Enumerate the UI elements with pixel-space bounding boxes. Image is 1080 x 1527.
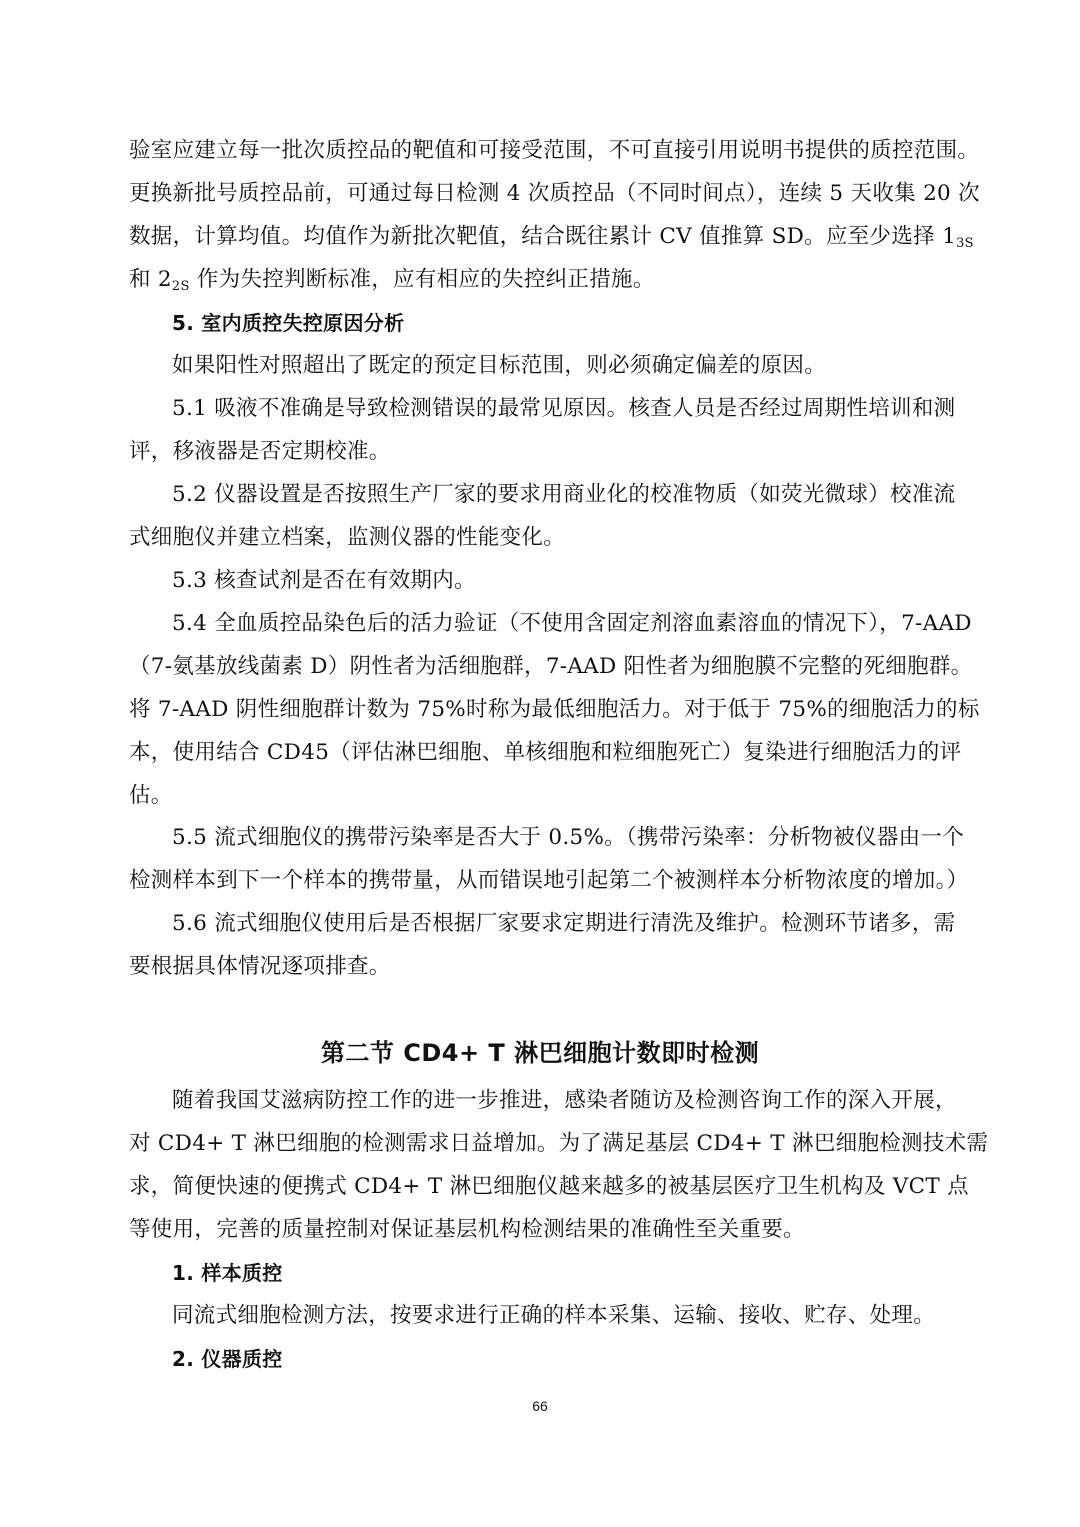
paragraph-line: 5.1 吸液不准确是导致检测错误的最常见原因。核查人员是否经过周期性培训和测 xyxy=(172,396,956,421)
subscript: 3S xyxy=(956,236,974,251)
paragraph-line: 5.2 仪器设置是否按照生产厂家的要求用商业化的校准物质（如荧光微球）校准流 xyxy=(172,482,956,507)
paragraph-line: 估。 xyxy=(129,783,173,808)
paragraph-line: 将 7-AAD 阴性细胞群计数为 75%时称为最低细胞活力。对于低于 75%的细胞活力的标 xyxy=(129,697,980,722)
paragraph-line: 5.6 流式细胞仪使用后是否根据厂家要求定期进行清洗及维护。检测环节诸多，需 xyxy=(172,911,956,936)
paragraph-line: 等使用，完善的质量控制对保证基层机构检测结果的准确性至关重要。 xyxy=(129,1217,805,1242)
section-title: 第二节 CD4+ T 淋巴细胞计数即时检测 xyxy=(320,1039,760,1067)
paragraph-line: 5.5 流式细胞仪的携带污染率是否大于 0.5%。（携带污染率：分析物被仪器由一个 xyxy=(172,825,965,850)
paragraph-line: 同流式细胞检测方法，按要求进行正确的样本采集、运输、接收、贮存、处理。 xyxy=(172,1303,936,1328)
text-span: 作为失控判断标准，应有相应的失控纠正措施。 xyxy=(189,267,655,292)
paragraph-line: 如果阳性对照超出了既定的预定目标范围，则必须确定偏差的原因。 xyxy=(172,353,827,378)
subscript: 2S xyxy=(171,279,190,294)
text-span: 和 2 xyxy=(129,267,172,292)
paragraph-line: 更换新批号质控品前，可通过每日检测 4 次质控品（不同时间点），连续 5 天收集 20 次 xyxy=(129,181,980,206)
paragraph-line: 本，使用结合 CD45（评估淋巴细胞、单核细胞和粒细胞死亡）复染进行细胞活力的评 xyxy=(129,740,962,765)
subsection-heading: 1. 样本质控 xyxy=(172,1261,283,1285)
paragraph-line: 检测样本到下一个样本的携带量，从而错误地引起第二个被测样本分析物浓度的增加。） xyxy=(129,868,969,893)
paragraph-line: 5.3 核查试剂是否在有效期内。 xyxy=(172,568,476,593)
section-heading: 5. 室内质控失控原因分析 xyxy=(172,311,405,335)
paragraph-line: 评，移液器是否定期校准。 xyxy=(129,439,391,464)
text-span: 数据，计算均值。均值作为新批次靶值，结合既往累计 CV 值推算 SD。应至少选择 1 xyxy=(129,224,957,249)
paragraph-line: 求，简便快速的便携式 CD4+ T 淋巴细胞仪越来越多的被基层医疗卫生机构及 VCT 点 xyxy=(129,1174,969,1199)
paragraph-line: 对 CD4+ T 淋巴细胞的检测需求日益增加。为了满足基层 CD4+ T 淋巴细胞检测技术需 xyxy=(129,1131,989,1156)
page-number: 66 xyxy=(532,1398,548,1414)
paragraph-line xyxy=(129,217,974,257)
paragraph-line xyxy=(129,260,951,300)
paragraph-line: 5.4 全血质控品染色后的活力验证（不使用含固定剂溶血素溶血的情况下），7-AAD xyxy=(172,611,972,636)
paragraph-line: 随着我国艾滋病防控工作的进一步推进，感染者随访及检测咨询工作的深入开展， xyxy=(172,1088,957,1113)
paragraph-line: 验室应建立每一批次质控品的靶值和可接受范围，不可直接引用说明书提供的质控范围。 xyxy=(129,138,980,163)
paragraph-line: 式细胞仪并建立档案，监测仪器的性能变化。 xyxy=(129,525,566,550)
paragraph-line: 要根据具体情况逐项排查。 xyxy=(129,954,391,979)
paragraph-line: （7-氨基放线菌素 D）阴性者为活细胞群，7-AAD 阳性者为细胞膜不完整的死细胞群。 xyxy=(129,654,973,679)
subsection-heading: 2. 仪器质控 xyxy=(172,1347,283,1371)
